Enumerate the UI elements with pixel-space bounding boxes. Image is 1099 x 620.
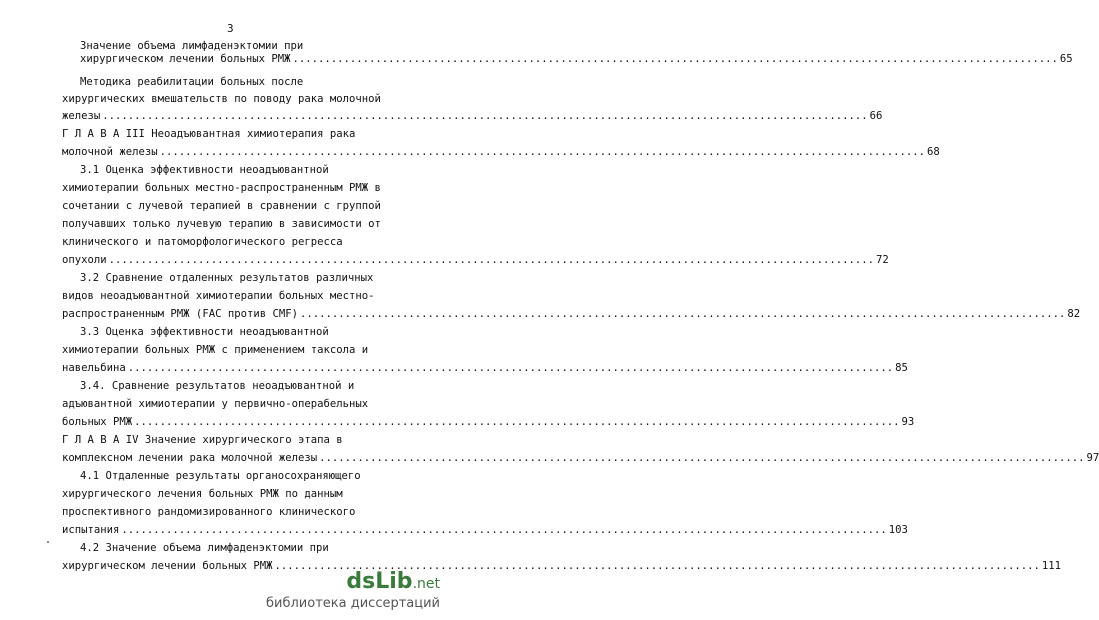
toc-line: Значение объема лимфаденэктомии при (80, 40, 304, 52)
watermark-logo: dsLib.net (346, 569, 440, 594)
toc-entry-text: хирургическом лечении больных РМЖ (80, 53, 291, 65)
page-number: 3 (227, 22, 234, 35)
toc-entry-3-1[interactable]: опухоли ........................................................................................................................ 72 (62, 254, 889, 266)
page-ref: 72 (876, 254, 889, 266)
toc-line: химиотерапии больных местно-распространенным РМЖ в (62, 182, 381, 194)
page-ref: 66 (869, 110, 883, 122)
toc-entry-chapter-4[interactable]: комплексном лечении рака молочной железы ........................................................................................................................ 97 (62, 452, 1099, 464)
page-ref: 82 (1067, 308, 1081, 320)
page-ref: 65 (1059, 53, 1073, 65)
toc-line: 3.2 Сравнение отдаленных результатов различных (80, 272, 374, 284)
toc-entry-2-3[interactable]: железы ........................................................................................................................ 66 (62, 110, 883, 122)
toc-line: химиотерапии больных РМЖ с применением таксола и (62, 344, 369, 356)
toc-line: проспективного рандомизированного клинического (62, 506, 356, 518)
toc-line: видов неоадъювантной химиотерапии больных местно- (62, 290, 375, 302)
toc-line: адъювантной химиотерапии у первично-операбельных (62, 398, 369, 410)
toc-entry-3-2[interactable]: распространенным РМЖ (FAC против CMF) ........................................................................................................................ 82 (62, 308, 1081, 320)
watermark (266, 570, 440, 612)
toc-entry-4-1[interactable]: испытания ........................................................................................................................ 103 (62, 524, 908, 536)
page-ref: 111 (1041, 560, 1061, 572)
toc-line: 4.2 Значение объема лимфаденэктомии при (80, 542, 329, 554)
page-ref: 97 (1086, 452, 1099, 464)
page-ref: 103 (888, 524, 908, 536)
toc-line: клинического и патоморфологического регресса (62, 236, 343, 248)
page-ref: 93 (901, 416, 915, 428)
toc-line: 3.3 Оценка эффективности неоадъювантной (80, 326, 329, 338)
toc-line: хирургических вмешательств по поводу рака молочной (62, 93, 381, 105)
toc-entry-3-3[interactable]: навельбина ........................................................................................................................ 85 (62, 362, 908, 374)
toc-line: получавших только лучевую терапию в зависимости от (62, 218, 381, 230)
page-ref: 68 (927, 146, 940, 158)
scan-speck (47, 541, 49, 543)
toc-entry-2-2-2[interactable]: ........................................................................................................................ 65 (292, 53, 1073, 65)
toc-entry-4-2[interactable]: хирургическом лечении больных РМЖ ........................................................................................................................ 111 (62, 560, 1061, 572)
chapter-heading: Г Л А В А IV Значение хирургического этапа в (62, 434, 343, 446)
toc-line: 4.1 Отдаленные результаты органосохраняющего (80, 470, 361, 482)
toc-line: 3.1 Оценка эффективности неоадъювантной (80, 164, 329, 176)
toc-entry-3-4[interactable]: больных РМЖ ........................................................................................................................ 93 (62, 416, 915, 428)
toc-line: сочетании с лучевой терапией в сравнении с группой (62, 200, 381, 212)
page-ref: 85 (895, 362, 908, 374)
watermark-subtitle: библиотека диссертаций (266, 596, 440, 611)
toc-line: Методика реабилитации больных после (80, 76, 304, 88)
toc-line: 3.4. Сравнение результатов неоадъювантной и (80, 380, 355, 392)
toc-line: хирургического лечения больных РМЖ по данным (62, 488, 343, 500)
toc-entry-chapter-3[interactable]: молочной железы ........................................................................................................................ 68 (62, 146, 940, 158)
chapter-heading: Г Л А В А III Неоадъювантная химиотерапия рака (62, 128, 356, 140)
